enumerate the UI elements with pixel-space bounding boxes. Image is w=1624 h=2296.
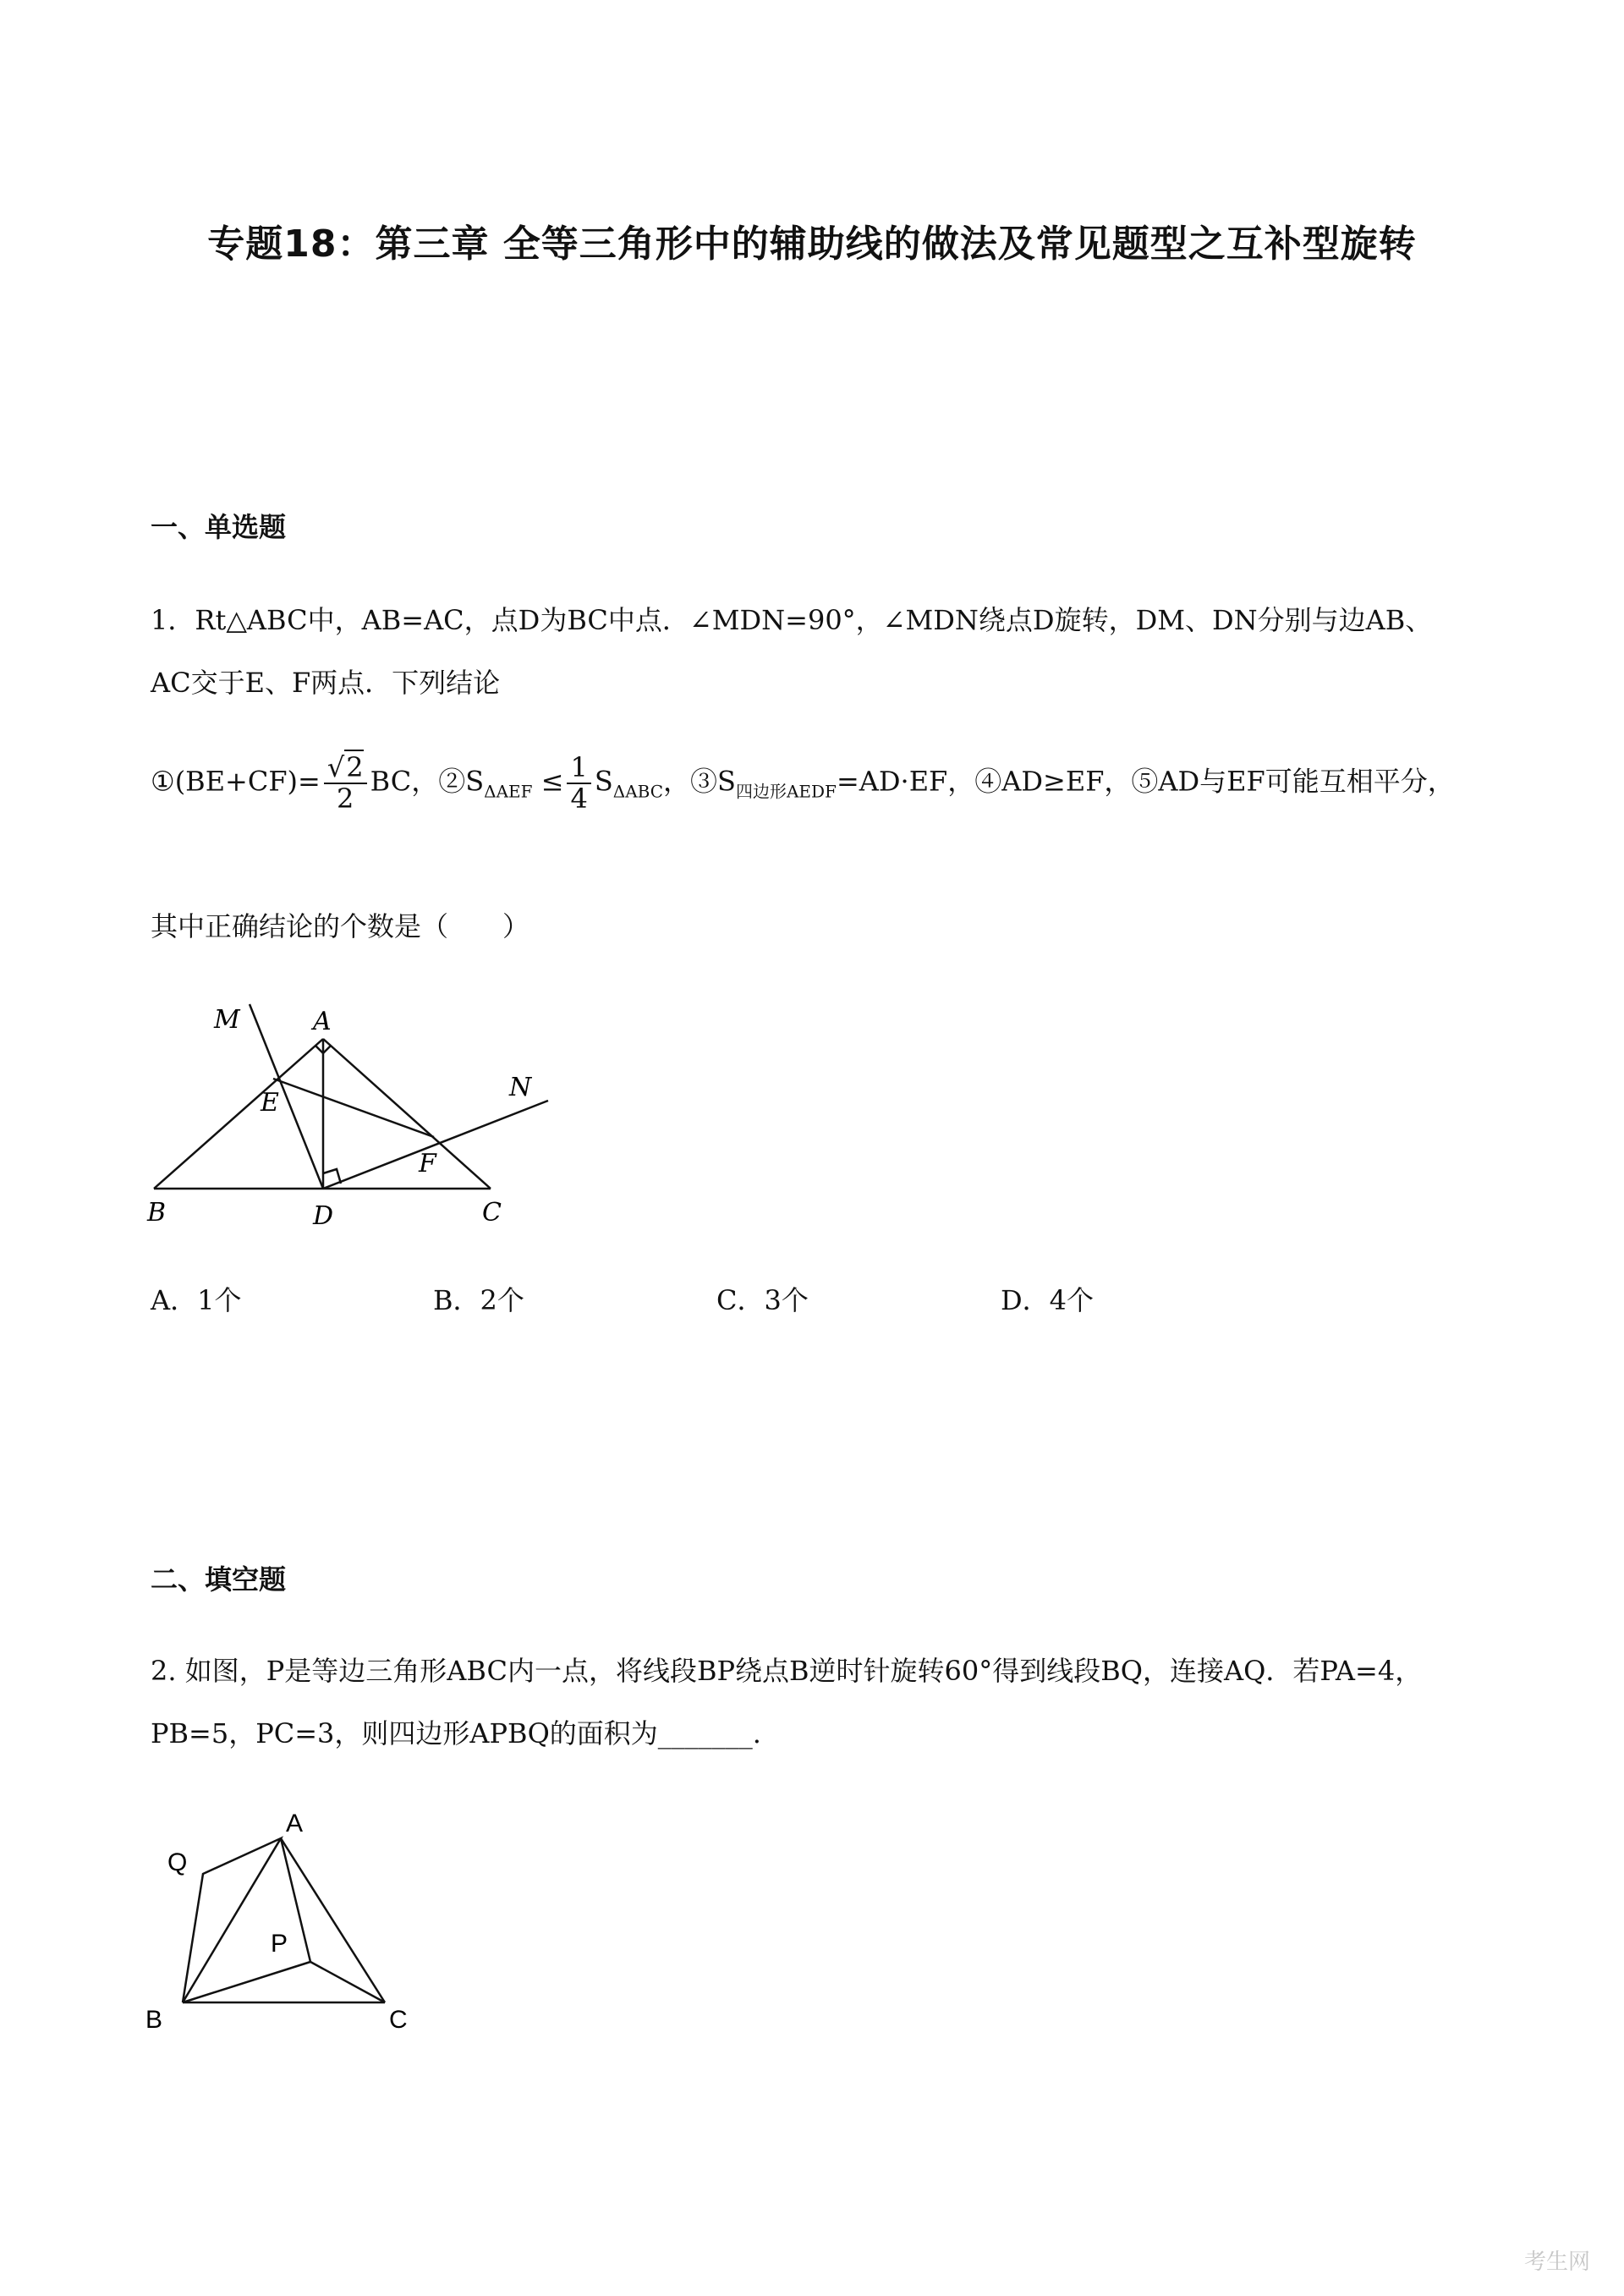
q1-figure	[144, 986, 567, 1239]
label-P: P	[271, 1930, 288, 1958]
label-F: F	[419, 1149, 436, 1178]
segment-pc	[310, 1962, 385, 2002]
area-symbol: S	[594, 765, 613, 798]
q2-line2: PB=5，PC=3，则四边形APBQ的面积为_______.	[151, 1717, 761, 1749]
q2-line1: 2. 如图，P是等边三角形ABC内一点，将线段BP绕点B逆时针旋转60°得到线段BQ，连接AQ．若PA=4，	[151, 1655, 1423, 1687]
right-angle-d	[323, 1169, 341, 1184]
label-N: N	[509, 1073, 532, 1102]
fraction-numerator: 1	[567, 753, 590, 784]
option-a[interactable]: A．1个	[151, 1284, 242, 1316]
label-M: M	[214, 1005, 240, 1035]
section-heading-fill-blank: 二、填空题	[151, 1563, 287, 1596]
option-c[interactable]: C．3个	[716, 1284, 809, 1316]
area-subscript-aef: ΔAEF	[484, 781, 533, 802]
page-title: 专题18：第三章 全等三角形中的辅助线的做法及常见题型之互补型旋转	[207, 222, 1417, 266]
fraction-denominator: 2	[337, 783, 354, 816]
q1-conclusions	[151, 753, 1455, 814]
segment-ab	[154, 1039, 323, 1189]
option-d[interactable]: D．4个	[1001, 1284, 1095, 1316]
segment-ac	[281, 1838, 385, 2002]
fraction-one-quarter	[567, 753, 590, 814]
watermark: 考生网	[1523, 2249, 1590, 2275]
q2-figure	[135, 1806, 440, 2035]
q1-line1: 1．Rt△ABC中，AB=AC，点D为BC中点．∠MDN=90°，∠MDN绕点D旋转，DM、DN分别与边AB、	[151, 604, 1433, 636]
segment-ef	[273, 1079, 434, 1137]
less-equal-sign: ≤	[540, 765, 564, 798]
label-Q: Q	[167, 1848, 188, 1876]
section-heading-single-choice: 一、单选题	[151, 511, 287, 543]
q1-line2: AC交于E、F两点．下列结论	[151, 667, 501, 699]
triangle-aqb	[183, 1838, 281, 2002]
option-b[interactable]: B．2个	[433, 1284, 524, 1316]
fraction-denominator-4: 4	[570, 783, 588, 816]
label-E: E	[261, 1088, 279, 1118]
segment-ac	[323, 1039, 491, 1189]
label-D: D	[313, 1201, 334, 1231]
label-B: B	[147, 1198, 167, 1228]
label-A: A	[313, 1007, 332, 1036]
conclusion-1-prefix: ①(BE+CF)=	[151, 765, 321, 798]
label-A: A	[286, 1810, 304, 1837]
conclusion-3-5: =AD·EF，④AD≥EF，⑤AD与EF可能互相平分，	[836, 765, 1455, 798]
conclusion-3-prefix: ，③S	[663, 765, 736, 798]
label-C: C	[389, 2006, 408, 2034]
area-subscript-quadrilateral: 四边形AEDF	[735, 781, 837, 802]
sqrt-radicand: 2	[346, 751, 364, 783]
q1-question: 其中正确结论的个数是（ ）	[151, 910, 530, 942]
fraction-sqrt2-over-2: $\frac{√2}{2}$	[324, 753, 367, 814]
label-C: C	[482, 1198, 502, 1228]
segment-bp	[183, 1962, 310, 2002]
conclusion-1-suffix: BC，②S	[370, 765, 485, 798]
area-subscript-abc: ΔABC	[612, 781, 664, 802]
label-B: B	[145, 2006, 163, 2034]
